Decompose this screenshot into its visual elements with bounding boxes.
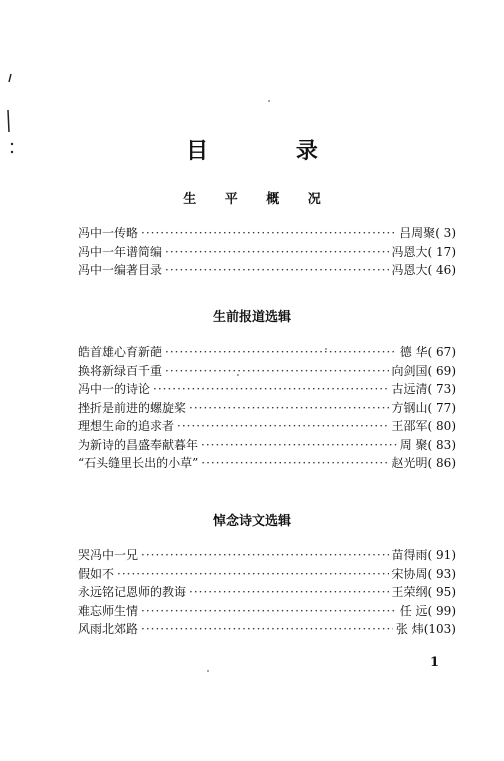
dot-leader: [141, 622, 393, 636]
entry-page: (103): [423, 622, 456, 636]
entry-author: 赵光明: [391, 456, 428, 470]
toc-entry[interactable]: [78, 436, 456, 455]
entry-author: 任 远: [399, 603, 428, 618]
entry-page: ( 77): [427, 400, 456, 415]
dot-leader: [189, 401, 389, 415]
entry-author: 方钢山: [391, 400, 428, 415]
scan-speck: [325, 348, 327, 350]
dot-leader: [141, 548, 389, 562]
entry-title: 冯中一编著目录: [78, 263, 163, 277]
dot-leader: [165, 263, 389, 277]
dot-leader: [201, 456, 388, 470]
section-heading-biography: 生 平 概 况: [183, 192, 333, 207]
page-title: 目 录: [186, 138, 358, 164]
entry-page: ( 93): [427, 566, 456, 581]
entry-author: 古远清: [391, 382, 428, 396]
entry-title: 哭冯中一兄: [78, 548, 139, 562]
entry-title: 挫折是前进的螺旋桨: [78, 400, 187, 415]
toc-entry[interactable]: [78, 620, 456, 639]
dot-leader: [201, 438, 397, 452]
entry-author: 周 聚: [399, 437, 428, 452]
entry-author: 吕周聚: [399, 226, 436, 240]
entry-page: ( 69): [427, 363, 456, 378]
toc-entry[interactable]: [78, 454, 456, 473]
dot-leader: [165, 364, 389, 378]
entry-title: 永远铭记恩师的教诲: [78, 585, 187, 599]
entry-page: ( 91): [427, 548, 456, 562]
dot-leader: [189, 585, 389, 599]
entry-page: ( 46): [427, 263, 456, 277]
entry-title: 难忘师生情: [78, 603, 139, 618]
entry-title: 风雨北郊路: [78, 622, 139, 636]
entry-author: 向剑国: [391, 363, 428, 378]
toc-section-reports: [78, 343, 456, 473]
toc-entry[interactable]: [78, 224, 456, 243]
entry-page: ( 83): [427, 437, 456, 452]
entry-page: ( 80): [427, 419, 456, 433]
toc-entry[interactable]: [78, 417, 456, 436]
entry-author: 王荣纲: [391, 585, 428, 599]
dot-leader: [177, 419, 389, 433]
toc-entry[interactable]: [78, 243, 456, 262]
scan-speck: [207, 670, 209, 672]
entry-author: 冯恩大: [391, 244, 428, 259]
entry-author: 苗得雨: [391, 548, 428, 562]
toc-entry[interactable]: [78, 565, 456, 584]
entry-title: 换将新绿百千重: [78, 363, 163, 378]
entry-page: ( 95): [427, 585, 456, 599]
scan-speck: [268, 100, 270, 102]
toc-entry[interactable]: [78, 602, 456, 621]
entry-author: 冯恩大: [391, 263, 428, 277]
entry-title: 皓首雄心育新葩: [78, 345, 163, 359]
entry-title: 冯中一的诗论: [78, 382, 151, 396]
dot-leader: [141, 226, 396, 240]
entry-page: ( 67): [427, 345, 456, 359]
entry-author: 宋协周: [391, 566, 428, 581]
toc-section-biography: [78, 224, 456, 280]
entry-title: 理想生命的追求者: [78, 419, 175, 433]
entry-author: 德 华: [399, 345, 428, 359]
dot-leader: [153, 382, 389, 396]
entry-title: 为新诗的昌盛奉献暮年: [78, 437, 199, 452]
dot-leader: [165, 345, 397, 359]
toc-entry[interactable]: [78, 380, 456, 399]
toc-entry[interactable]: [78, 261, 456, 280]
toc-section-memorial: [78, 546, 456, 639]
entry-title: 假如不: [78, 566, 115, 581]
toc-entry[interactable]: [78, 362, 456, 381]
section-heading-reports: 生前报道选辑: [212, 310, 291, 325]
entry-title: “石头缝里长出的小草”: [78, 456, 199, 470]
entry-page: ( 99): [427, 603, 456, 618]
entry-page: ( 86): [427, 456, 456, 470]
toc-entry[interactable]: [78, 583, 456, 602]
toc-entry[interactable]: [78, 343, 456, 362]
dot-leader: [141, 604, 397, 618]
entry-title: 冯中一年谱简编: [78, 244, 163, 259]
toc-entry[interactable]: [78, 399, 456, 418]
entry-page: ( 3): [435, 226, 456, 240]
dot-leader: [117, 567, 389, 581]
entry-page: ( 17): [427, 244, 456, 259]
entry-author: 张 炜: [395, 622, 424, 636]
scan-speck: [237, 374, 239, 376]
section-heading-memorial: 悼念诗文选辑: [212, 514, 291, 529]
entry-author: 王邵军: [391, 419, 428, 433]
page-number: 1: [430, 655, 440, 670]
dot-leader: [165, 245, 389, 259]
entry-page: ( 73): [427, 382, 456, 396]
entry-title: 冯中一传略: [78, 226, 139, 240]
toc-entry[interactable]: [78, 546, 456, 565]
